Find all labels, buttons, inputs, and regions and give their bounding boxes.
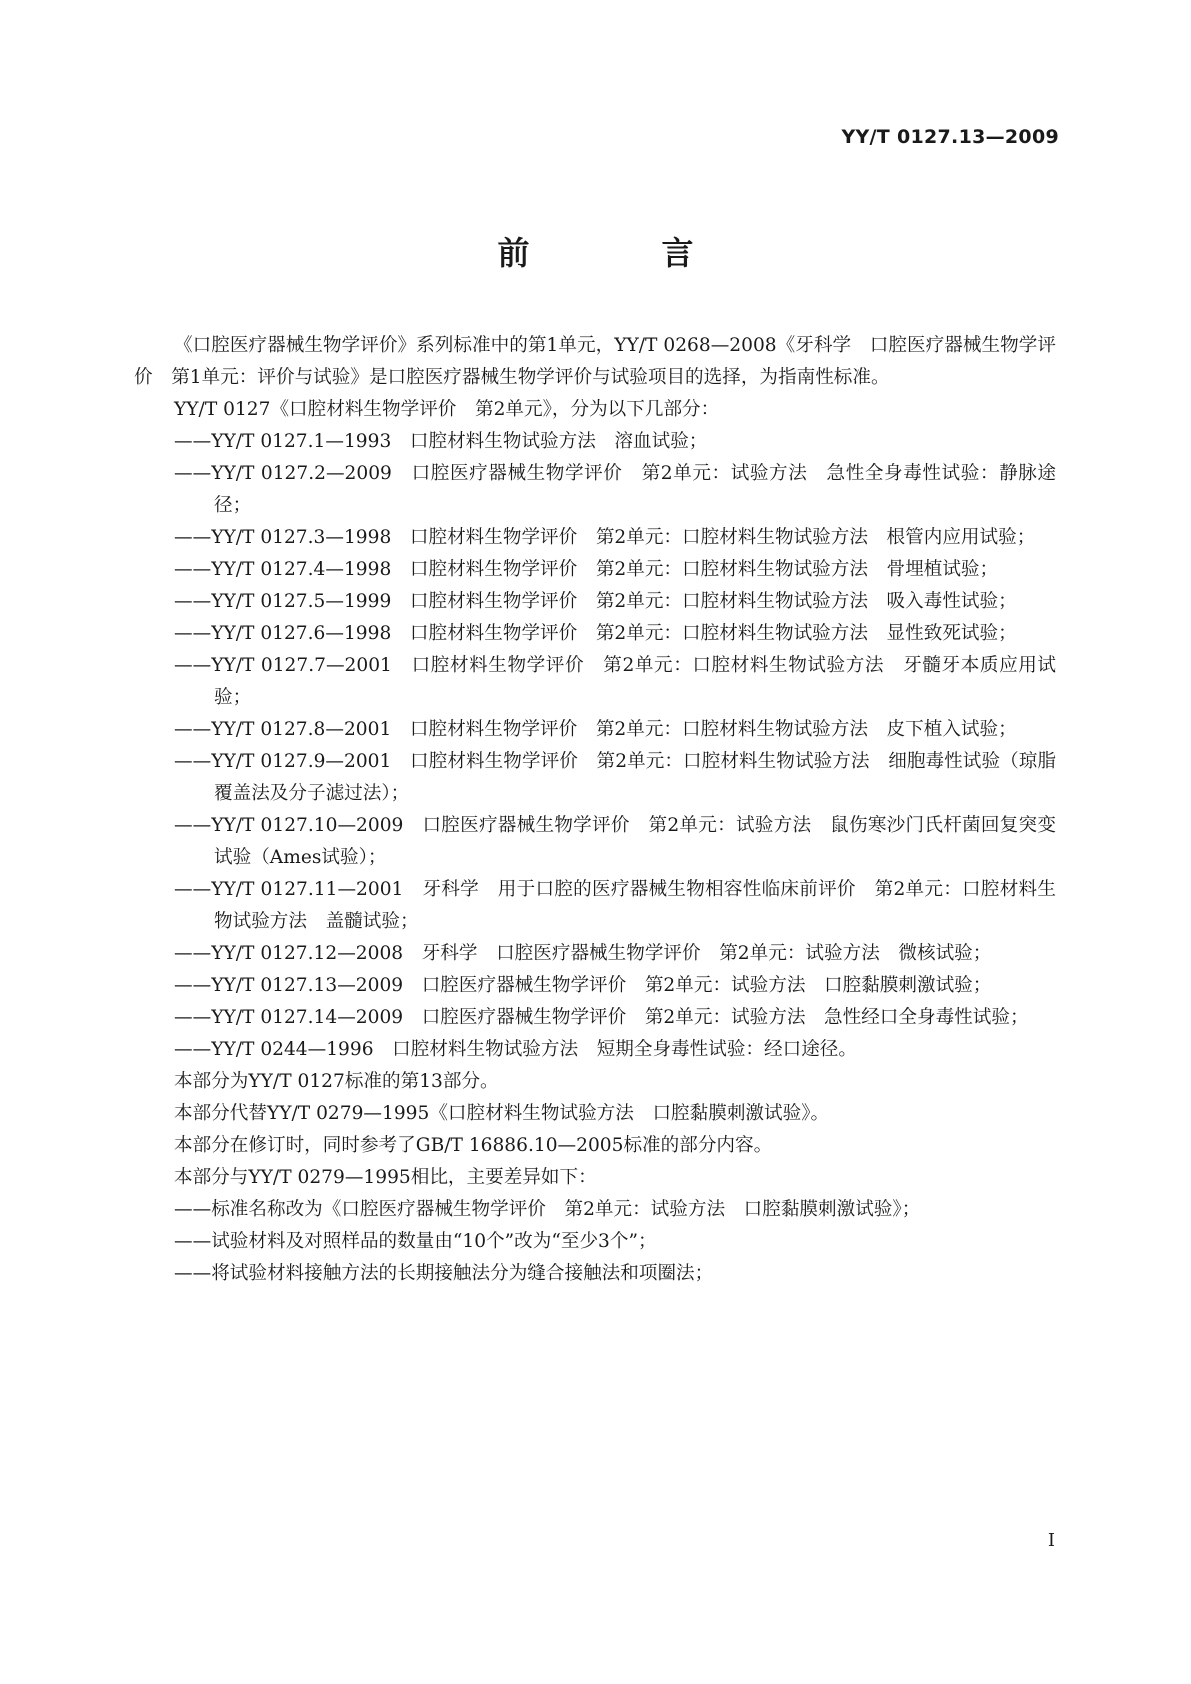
intro-paragraph: 《口腔医疗器械生物学评价》系列标准中的第1单元，YY/T 0268—2008《牙科学 口腔医疗器械生物学评价 第1单元：评价与试验》是口腔医疗器械生物学评价与试验项目的选择，为指南性标准。 (134, 335, 1056, 388)
parts-list (134, 426, 1056, 1066)
list-item: ——YY/T 0127.10—2009 口腔医疗器械生物学评价 第2单元：试验方法 鼠伤寒沙门氏杆菌回复突变试验（Ames试验）； (174, 815, 1056, 868)
list-item: ——YY/T 0127.13—2009 口腔医疗器械生物学评价 第2单元：试验方法 口腔黏膜刺激试验； (174, 975, 992, 996)
list-item: ——YY/T 0127.1—1993 口腔材料生物试验方法 溶血试验； (174, 431, 708, 452)
list-item: ——YY/T 0127.12—2008 牙科学 口腔医疗器械生物学评价 第2单元：试验方法 微核试验； (174, 943, 992, 964)
list-item: ——试验材料及对照样品的数量由“10个”改为“至少3个”； (174, 1231, 657, 1252)
list-item: ——YY/T 0244—1996 口腔材料生物试验方法 短期全身毒性试验：经口途径。 (174, 1039, 857, 1060)
list-item: ——YY/T 0127.4—1998 口腔材料生物学评价 第2单元：口腔材料生物试验方法 骨埋植试验； (174, 559, 999, 580)
list-item: ——YY/T 0127.6—1998 口腔材料生物学评价 第2单元：口腔材料生物试验方法 显性致死试验； (174, 623, 1017, 644)
differences-list (134, 1194, 1056, 1290)
list-item: ——YY/T 0127.2—2009 口腔医疗器械生物学评价 第2单元：试验方法 急性全身毒性试验：静脉途径； (174, 463, 1056, 516)
list-item: ——YY/T 0127.14—2009 口腔医疗器械生物学评价 第2单元：试验方法 急性经口全身毒性试验； (174, 1007, 1029, 1028)
page-number: I (1047, 1530, 1055, 1551)
statement: 本部分代替YY/T 0279—1995《口腔材料生物试验方法 口腔黏膜刺激试验》。 (174, 1103, 830, 1124)
list-item: ——标准名称改为《口腔医疗器械生物学评价 第2单元：试验方法 口腔黏膜刺激试验》； (174, 1199, 921, 1220)
standard-code: YY/T 0127.13—2009 (841, 126, 1059, 148)
list-item: ——YY/T 0127.3—1998 口腔材料生物学评价 第2单元：口腔材料生物试验方法 根管内应用试验； (174, 527, 1036, 548)
list-item: ——YY/T 0127.5—1999 口腔材料生物学评价 第2单元：口腔材料生物试验方法 吸入毒性试验； (174, 591, 1017, 612)
intro-paragraph: YY/T 0127《口腔材料生物学评价 第2单元》，分为以下几部分： (174, 399, 720, 420)
statement: 本部分与YY/T 0279—1995相比，主要差异如下： (174, 1167, 597, 1188)
list-item: ——YY/T 0127.8—2001 口腔材料生物学评价 第2单元：口腔材料生物试验方法 皮下植入试验； (174, 719, 1017, 740)
statement: 本部分在修订时，同时参考了GB/T 16886.10—2005标准的部分内容。 (174, 1135, 773, 1156)
list-item: ——YY/T 0127.9—2001 口腔材料生物学评价 第2单元：口腔材料生物试验方法 细胞毒性试验（琼脂覆盖法及分子滤过法）； (174, 751, 1056, 804)
page-title: 前 言 (497, 234, 744, 272)
list-item: ——YY/T 0127.11—2001 牙科学 用于口腔的医疗器械生物相容性临床前评价 第2单元：口腔材料生物试验方法 盖髓试验； (174, 879, 1056, 932)
document-body (134, 330, 1056, 1290)
statement: 本部分为YY/T 0127标准的第13部分。 (174, 1071, 499, 1092)
list-item: ——YY/T 0127.7—2001 口腔材料生物学评价 第2单元：口腔材料生物试验方法 牙髓牙本质应用试验； (174, 655, 1056, 708)
list-item: ——将试验材料接触方法的长期接触法分为缝合接触法和项圈法； (174, 1263, 714, 1284)
